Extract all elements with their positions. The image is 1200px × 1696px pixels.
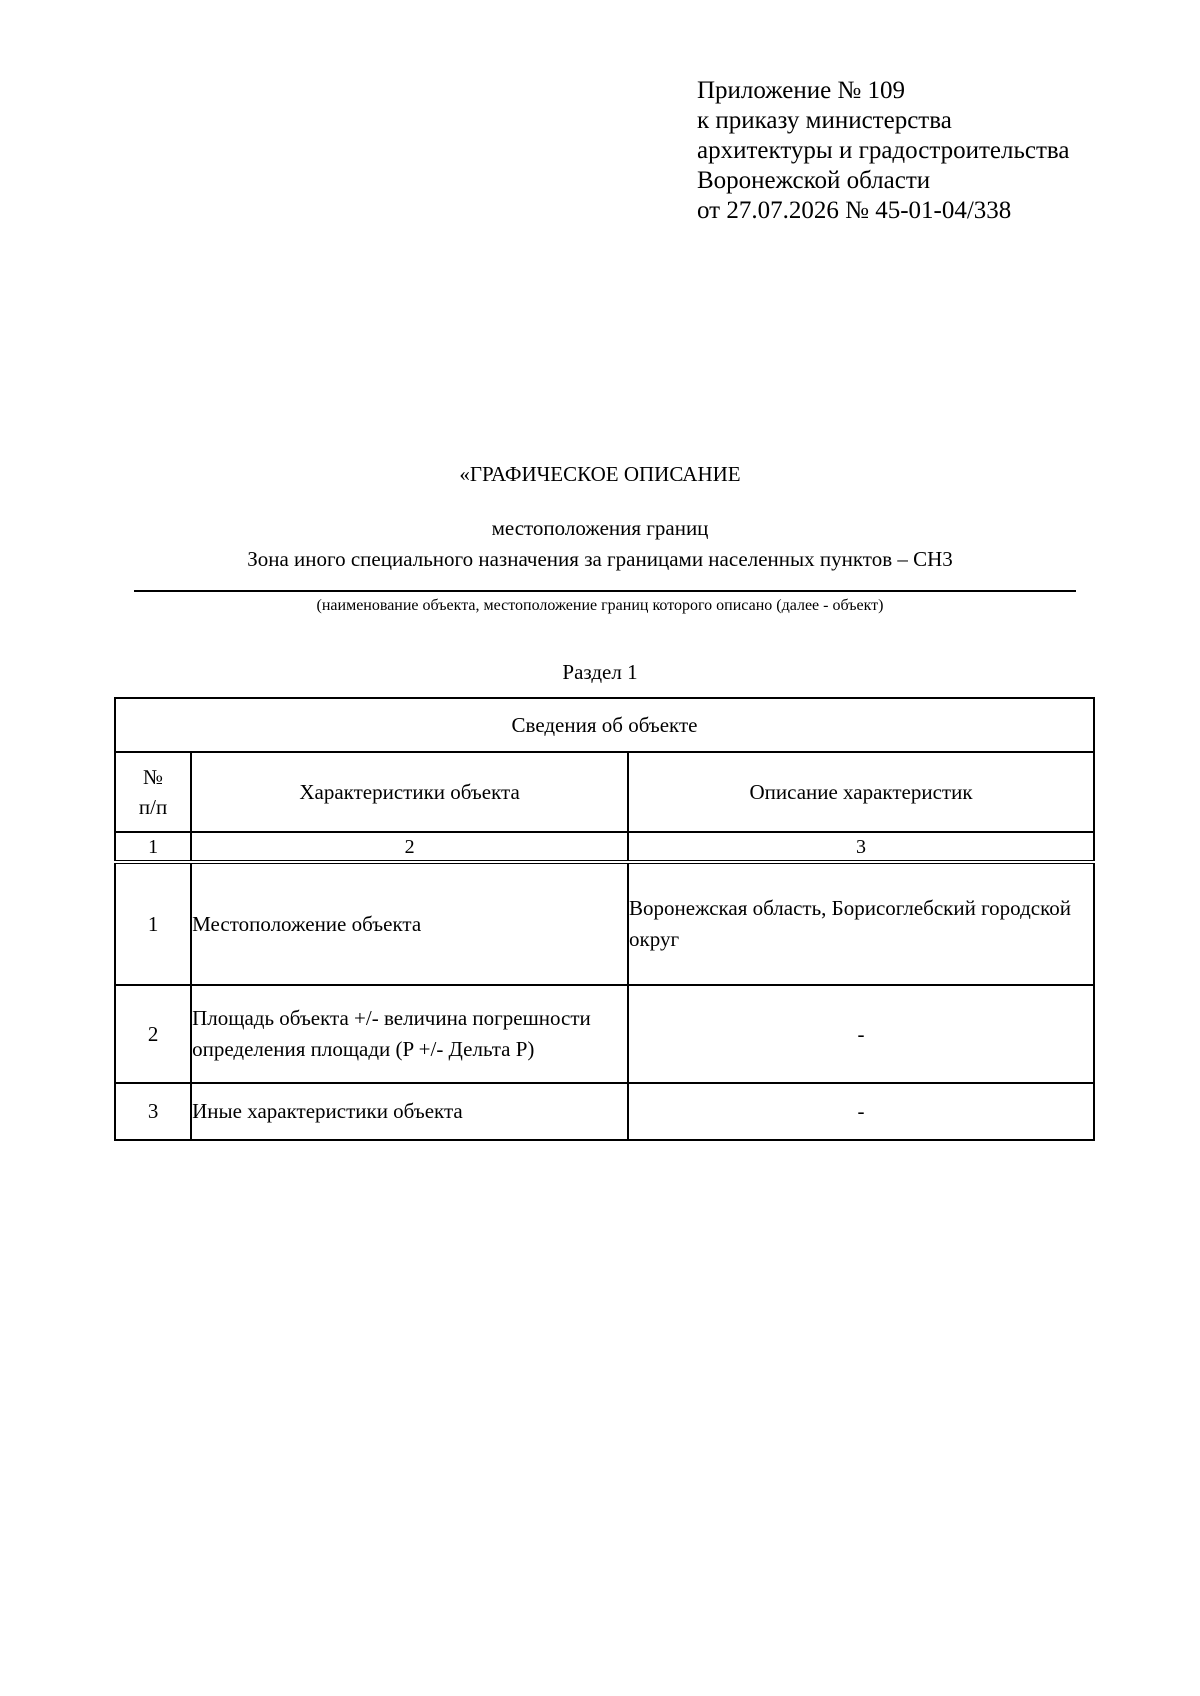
- table-row: [115, 1083, 1094, 1140]
- column-index: 3: [628, 832, 1094, 862]
- column-index: 1: [115, 832, 191, 862]
- header-characteristic: Характеристики объекта: [191, 752, 628, 832]
- row-num: 1: [115, 862, 191, 985]
- row-characteristic: Иные характеристики объекта: [191, 1083, 628, 1140]
- object-info-table: [114, 697, 1095, 1141]
- appendix-line: Воронежской области: [697, 167, 931, 194]
- section-label: Раздел 1: [562, 660, 638, 684]
- row-num: 3: [115, 1083, 191, 1140]
- appendix-line: к приказу министерства: [697, 107, 952, 134]
- appendix-line: от 27.07.2026 № 45-01-04/338: [697, 197, 1012, 224]
- row-description: -: [628, 985, 1094, 1083]
- document-subtitle: местоположения границ: [491, 516, 709, 540]
- row-num: 2: [115, 985, 191, 1083]
- header-description: Описание характеристик: [628, 752, 1094, 832]
- header-num: [115, 752, 191, 832]
- table-caption-row: [115, 698, 1094, 752]
- row-description: -: [628, 1083, 1094, 1140]
- row-characteristic: Площадь объекта +/- величина погрешности определения площади (P +/- Дельта P): [191, 985, 628, 1083]
- header-num-line1: №: [143, 765, 164, 789]
- table-caption: Сведения об объекте: [115, 698, 1094, 752]
- header-num-line2: п/п: [138, 795, 168, 819]
- table-header-row: [115, 752, 1094, 832]
- column-index: 2: [191, 832, 628, 862]
- row-characteristic: Местоположение объекта: [191, 862, 628, 985]
- table-row: [115, 985, 1094, 1083]
- object-name: Зона иного специального назначения за границами населенных пунктов – СН3: [247, 547, 953, 571]
- appendix-line: Приложение № 109: [697, 77, 906, 104]
- table-row: [115, 862, 1094, 985]
- appendix-line: архитектуры и градостроительства: [697, 137, 1070, 164]
- object-name-caption: (наименование объекта, местоположение границ которого описано (далее - объект): [316, 597, 884, 614]
- column-index-row: [115, 832, 1094, 862]
- object-name-underline: [134, 590, 1076, 592]
- document-title: «ГРАФИЧЕСКОЕ ОПИСАНИЕ: [459, 462, 741, 486]
- row-description: Воронежская область, Борисоглебский городской округ: [628, 862, 1094, 985]
- appendix-block: [697, 76, 1069, 226]
